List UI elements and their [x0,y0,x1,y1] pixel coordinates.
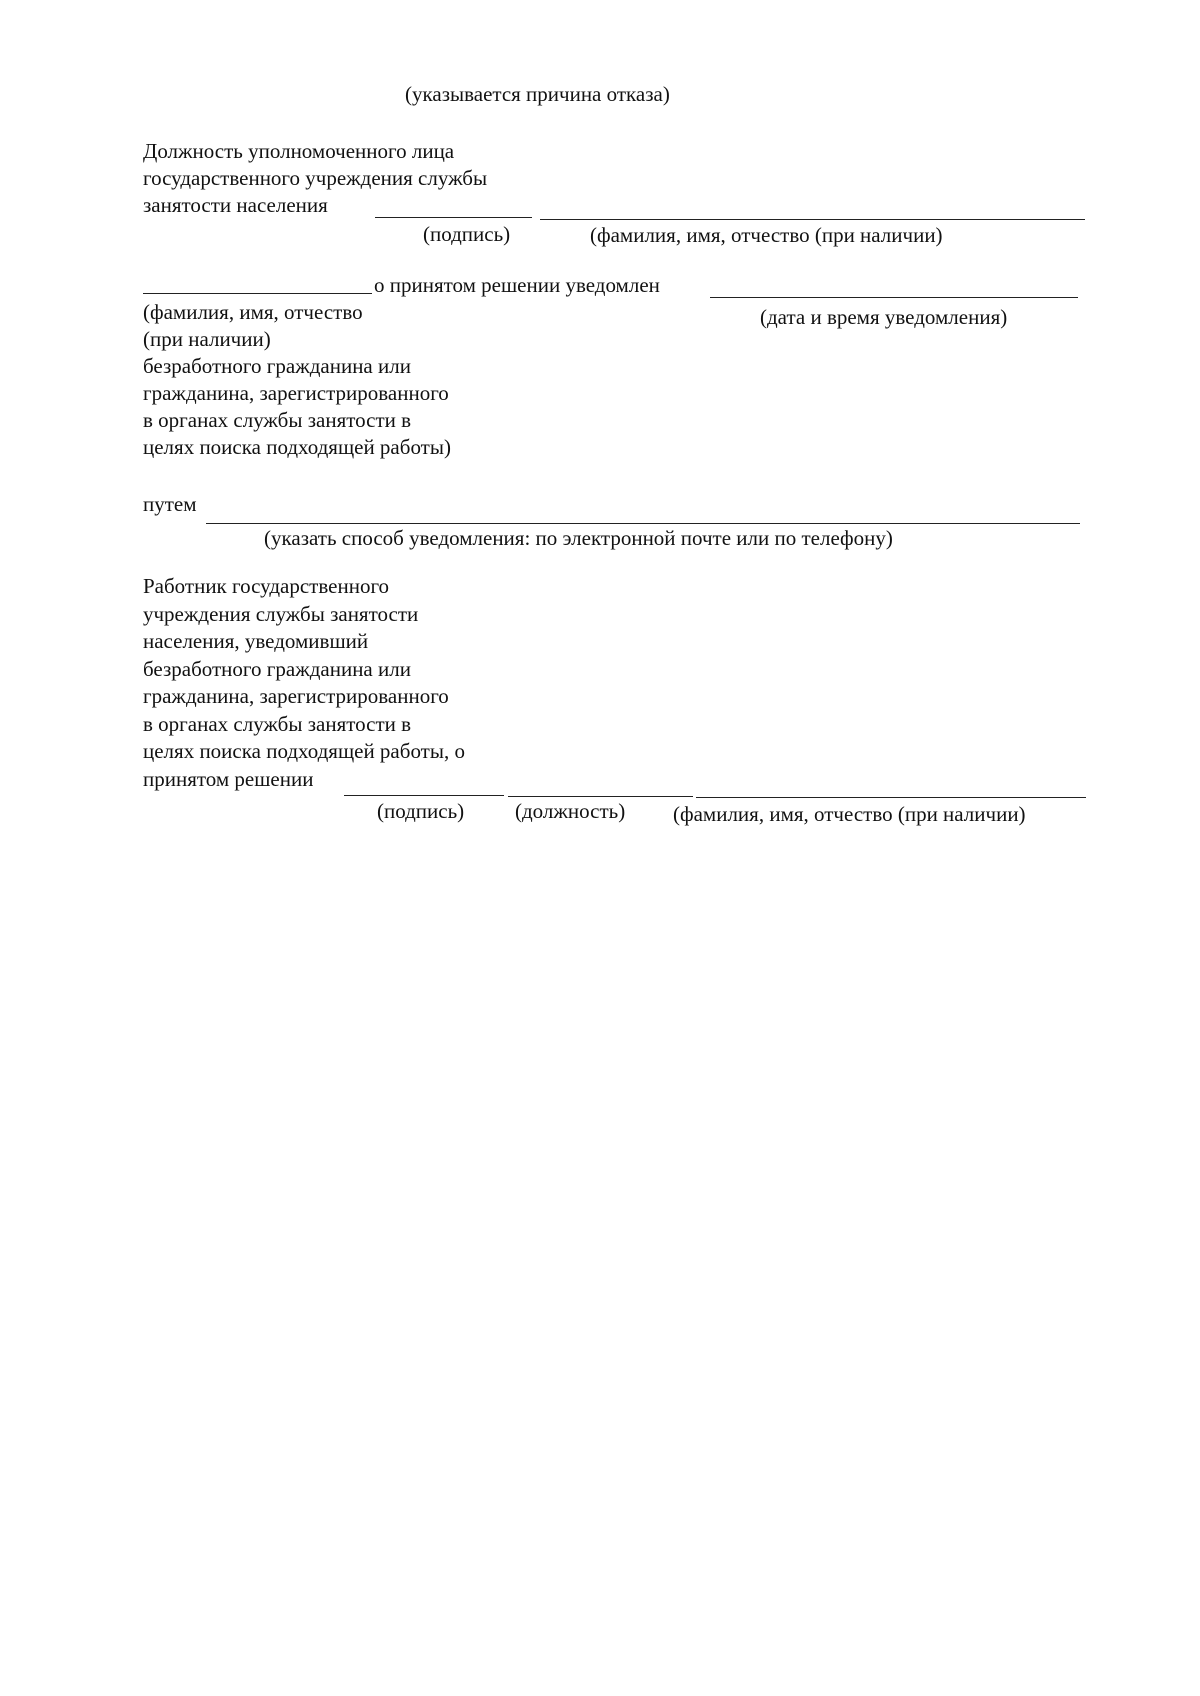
citizen-caption-line-1: (фамилия, имя, отчество [143,300,363,324]
employee-fio-caption: (фамилия, имя, отчество (при наличии) [673,802,1026,826]
employee-line-2: учреждения службы занятости [143,602,419,626]
employee-line-5: гражданина, зарегистрированного [143,684,449,708]
employee-line-4: безработного гражданина или [143,657,411,681]
official-position-line-3: занятости населения [143,193,328,217]
employee-signature-blank[interactable] [344,795,504,796]
employee-line-8: принятом решении [143,767,314,791]
citizen-caption-line-2: (при наличии) [143,327,271,351]
official-position-line-2: государственного учреждения службы [143,166,488,190]
official-position-line-1: Должность уполномоченного лица [143,139,455,163]
employee-signature-caption: (подпись) [377,799,465,823]
employee-position-caption: (должность) [515,799,626,823]
official-signature-blank[interactable] [375,217,532,218]
citizen-fio-blank[interactable] [143,293,372,294]
employee-line-7: целях поиска подходящей работы, о [143,739,465,763]
method-caption: (указать способ уведомления: по электронной почте или по телефону) [264,526,893,550]
citizen-caption-line-5: в органах службы занятости в [143,408,412,432]
official-signature-caption: (подпись) [423,222,511,246]
employee-line-3: населения, уведомивший [143,629,369,653]
official-fio-caption: (фамилия, имя, отчество (при наличии) [590,223,943,247]
notification-text: о принятом решении уведомлен [374,273,660,297]
official-fio-blank[interactable] [540,219,1085,220]
employee-line-1: Работник государственного [143,574,390,598]
citizen-caption-line-3: безработного гражданина или [143,354,411,378]
citizen-caption-line-6: целях поиска подходящей работы) [143,435,451,459]
refusal-reason-caption: (указывается причина отказа) [405,82,670,106]
notification-datetime-caption: (дата и время уведомления) [760,305,1008,329]
employee-fio-blank[interactable] [696,797,1086,798]
employee-line-6: в органах службы занятости в [143,712,412,736]
citizen-caption-line-4: гражданина, зарегистрированного [143,381,449,405]
notification-datetime-blank[interactable] [710,297,1078,298]
method-label: путем [143,492,197,516]
